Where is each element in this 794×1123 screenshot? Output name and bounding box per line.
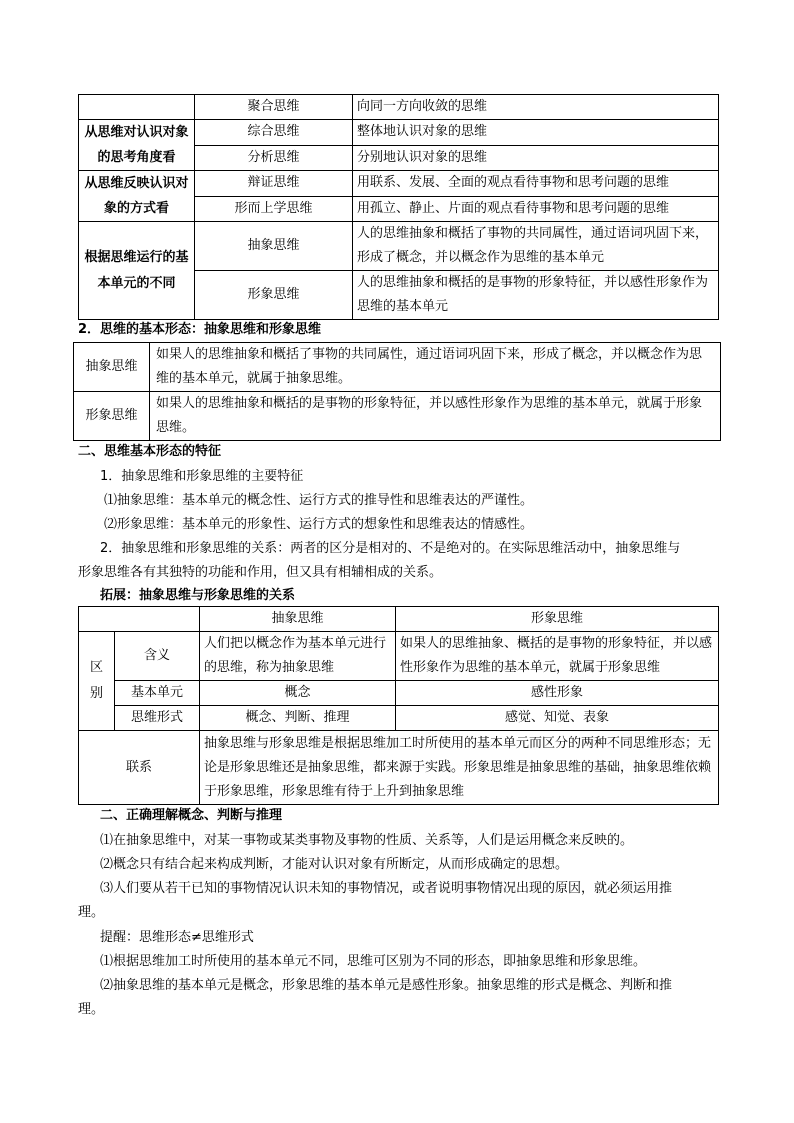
paragraph: 理。: [78, 905, 105, 920]
header-cell: 形象思维: [396, 607, 719, 632]
row-label-cell: 基本单元: [115, 681, 200, 706]
empty-cell: [79, 95, 195, 120]
empty-cell: [79, 607, 200, 632]
row-label-cell: 含义: [115, 632, 200, 681]
form-desc-cell: 如果人的思维抽象和概括了事物的共同属性，通过语词巩固下来，形成了概念，并以概念作为思维的基本单元，就属于抽象思维。: [150, 343, 721, 392]
cell: 感觉、知觉、表象: [396, 706, 719, 731]
extend-heading: 拓展：抽象思维与形象思维的关系: [100, 588, 296, 603]
paragraph: 理。: [78, 1002, 105, 1017]
form-label-cell: 形象思维: [74, 392, 150, 441]
type-cell: 分析思维: [195, 145, 353, 171]
cell: 概念、判断、推理: [200, 706, 396, 731]
desc-cell: 用联系、发展、全面的观点看待事物和思考问题的思维: [353, 171, 719, 197]
type-cell: 聚合思维: [195, 95, 353, 120]
cell: 感性形象: [396, 681, 719, 706]
desc-cell: 分别地认识对象的思维: [353, 145, 719, 171]
cell: 如果人的思维抽象、概括的是事物的形象特征，并以感性形象作为思维的基本单元，就属于形象思维: [396, 632, 719, 681]
form-label-cell: 抽象思维: [74, 343, 150, 392]
type-cell: 形而上学思维: [195, 196, 353, 222]
difference-label-cell: 区别: [79, 632, 115, 731]
comparison-table: [78, 606, 719, 805]
desc-cell: 人的思维抽象和概括了事物的共同属性，通过语词巩固下来，形成了概念，并以概念作为思维的基本单元: [353, 222, 719, 271]
paragraph: ⑵形象思维：基本单元的形象性、运行方式的想象性和思维表达的情感性。: [104, 517, 534, 532]
paragraph: ⑴根据思维加工时所使用的基本单元不同，思维可区别为不同的形态，即抽象思维和形象思维。: [100, 954, 647, 969]
group-label-cell: 根据思维运行的基本单元的不同: [79, 222, 195, 320]
paragraph: 形象思维各有其独特的功能和作用，但又具有相辅相成的关系。: [78, 565, 443, 580]
remind-heading: 提醒：思维形态≠思维形式: [100, 930, 254, 945]
paragraph: 1．抽象思维和形象思维的主要特征: [100, 469, 304, 484]
paragraph: ⑴抽象思维：基本单元的概念性、运行方式的推导性和思维表达的严谨性。: [104, 493, 534, 508]
type-cell: 辩证思维: [195, 171, 353, 197]
desc-cell: 整体地认识对象的思维: [353, 120, 719, 146]
header-cell: 抽象思维: [200, 607, 396, 632]
thinking-classification-table: [78, 94, 719, 320]
link-text-cell: 抽象思维与形象思维是根据思维加工时所使用的基本单元而区分的两种不同思维形态；无论是形象思维还是抽象思维，都来源于实践。形象思维是抽象思维的基础，抽象思维依赖于形象思维，形象思维有待于上升到抽象思维: [200, 731, 719, 805]
type-cell: 综合思维: [195, 120, 353, 146]
desc-cell: 向同一方向收敛的思维: [353, 95, 719, 120]
link-label-cell: 联系: [79, 731, 200, 805]
type-cell: 抽象思维: [195, 222, 353, 271]
heading-characteristics: 二、思维基本形态的特征: [78, 444, 222, 459]
row-label-cell: 思维形式: [115, 706, 200, 731]
desc-cell: 用孤立、静止、片面的观点看待事物和思考问题的思维: [353, 196, 719, 222]
cell: 人们把以概念作为基本单元进行的思维，称为抽象思维: [200, 632, 396, 681]
paragraph: ⑵概念只有结合起来构成判断，才能对认识对象有所断定，从而形成确定的思想。: [100, 857, 569, 872]
paragraph: ⑵抽象思维的基本单元是概念，形象思维的基本单元是感性形象。抽象思维的形式是概念、判断和推: [100, 978, 673, 993]
paragraph: 2．抽象思维和形象思维的关系：两者的区分是相对的、不是绝对的。在实际思维活动中，抽象思维与: [100, 541, 681, 556]
type-cell: 形象思维: [195, 271, 353, 320]
paragraph: ⑴在抽象思维中，对某一事物或某类事物及事物的性质、关系等，人们是运用概念来反映的。: [100, 833, 634, 848]
basic-forms-table: [73, 342, 721, 441]
desc-cell: 人的思维抽象和概括的是事物的形象特征，并以感性形象作为思维的基本单元: [353, 271, 719, 320]
heading-concepts: 二、正确理解概念、判断与推理: [100, 808, 283, 823]
cell: 概念: [200, 681, 396, 706]
group-label-cell: 从思维对认识对象的思考角度看: [79, 120, 195, 171]
group-label-cell: 从思维反映认识对象的方式看: [79, 171, 195, 222]
paragraph: ⑶人们要从若干已知的事物情况认识未知的事物情况，或者说明事物情况出现的原因，就必须运用推: [100, 881, 673, 896]
form-desc-cell: 如果人的思维抽象和概括的是事物的形象特征，并以感性形象作为思维的基本单元，就属于形象思维。: [150, 392, 721, 441]
section2-heading: 2．思维的基本形态：抽象思维和形象思维: [78, 322, 322, 337]
